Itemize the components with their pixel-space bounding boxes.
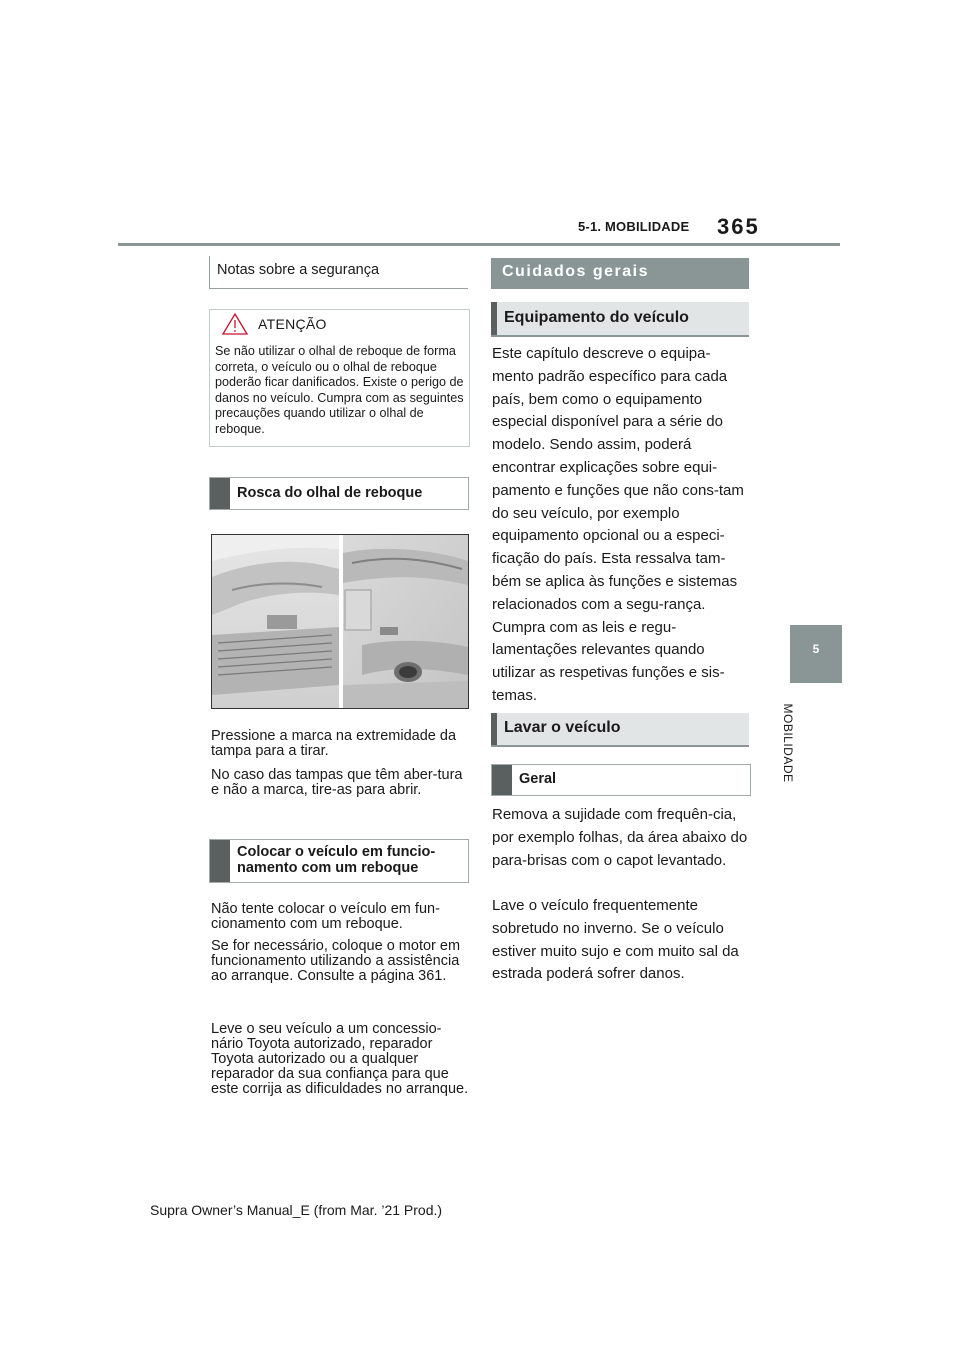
paragraph-este: Este capítulo descreve o equipa-mento padrão específico para cada país, bem como o equipamento especial disponível para a série do modelo. Sendo assim, poderá encontrar explicações sobre equi-pamento e funções que não cons-tam do seu veículo, por exemplo equipamento opcional ou a especi-ficação do país. Esta ressalva tam-bém se aplica às funções e sistemas relacionados com a segu-rança. Cumpra com as leis e regu-lamentações relevantes quando utilizar as respetivas funções e sis-temas. [492,345,744,704]
paragraph-se: Se for necessário, coloque o motor em funcionamento utilizando a assistência ao arranque. Consulte a página 361. [211,938,461,984]
subheading-colocar-text: Colocar o veículo em funcio-namento com um reboque [237,844,436,876]
notes-heading: Notas sobre a segurança [217,262,380,278]
heading-equipamento [491,302,749,337]
warning-text: Se não utilizar o olhal de reboque de forma correta, o veículo ou o olhal de reboque poderão ficar danificados. Existe o perigo de danos no veículo. Cumpra com as seguintes precauções quando utilizar o olhal de reboque. [215,344,464,436]
heading-lavar-text: Lavar o veículo [504,719,621,736]
paragraph-caso: No caso das tampas que têm aber-tura e não a marca, tire-as para abrir. [211,767,463,798]
page-number: 365 [717,214,760,239]
subheading-rosca-text: Rosca do olhal de reboque [237,485,423,501]
paragraph-pressione: Pressione a marca na extremidade da tampa para a tirar. [211,728,457,759]
warning-title: ATENÇÃO [258,316,327,332]
chapter-number: 5 [812,642,820,656]
footer-text: Supra Owner’s Manual_E (from Mar. ’21 Prod.) [150,1202,443,1218]
section-title: 5-1. MOBILIDADE [578,219,690,234]
bumper-illustration [212,535,468,708]
heading-equipamento-text: Equipamento do veículo [504,309,689,326]
paragraph-remova: Remova a sujidade com frequên-cia, por exemplo folhas, da área abaixo do para-brisas com o capot levantado. [492,806,748,869]
chapter-label-text: MOBILIDADE [781,703,795,783]
subheading-bar [492,765,512,795]
subheading-geral-text: Geral [519,771,557,787]
subheading-rosca [209,477,469,510]
heading-bar [491,302,497,335]
subheading-colocar [209,839,469,883]
tow-eye-cover-illustration [211,534,469,709]
paragraph-leve: Leve o seu veículo a um concessio-nário Toyota autorizado, reparador Toyota autorizado ou a qualquer reparador da sua confiança para que este corrija as dificuldades no arranque. [211,1021,469,1097]
subheading-bar [210,478,230,509]
paragraph-lave: Lave o veículo frequentemente sobretudo no inverno. Se o veículo estiver muito sujo e com muito sal da estrada poderá sofrer danos. [492,897,739,983]
subheading-geral [491,764,751,796]
main-heading: Cuidados gerais [502,263,649,280]
heading-lavar [491,713,749,747]
heading-bar [491,713,497,745]
warning-triangle-icon [222,313,248,335]
paragraph-nao: Não tente colocar o veículo em fun-cionamento com um reboque. [211,901,440,932]
header-rule [118,243,840,246]
subheading-bar [210,840,230,882]
